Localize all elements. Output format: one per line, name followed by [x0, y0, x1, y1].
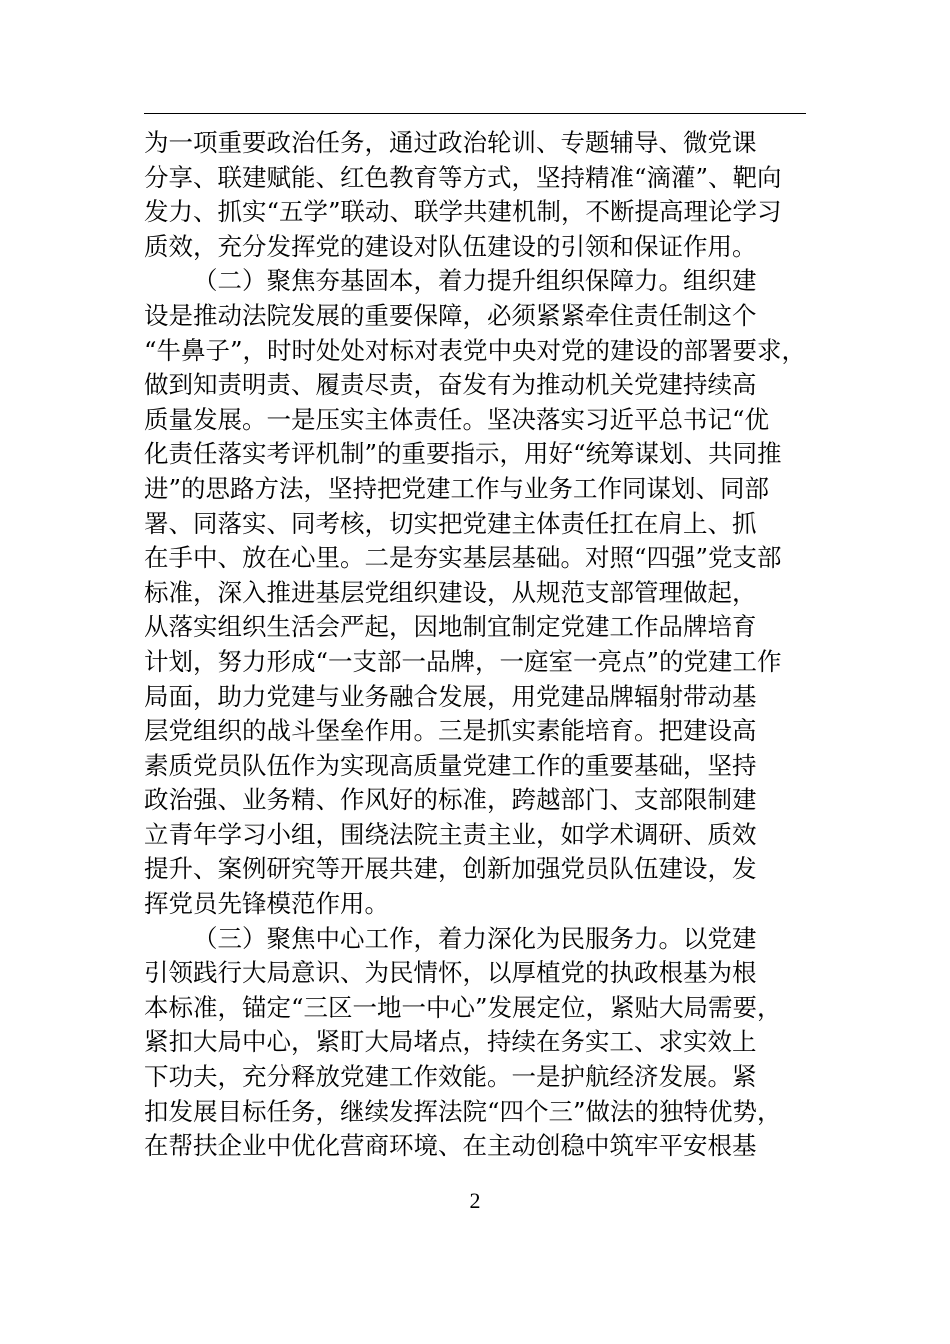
text-line: 下功夫，充分释放党建工作效能。一是护航经济发展。紧: [144, 1062, 757, 1092]
text-line: 发力、抓实“五学”联动、联学共建机制，不断提高理论学习: [144, 197, 782, 227]
text-line: 质量发展。一是压实主体责任。坚决落实习近平总书记“优: [144, 404, 770, 434]
text-line: 本标准，锚定“三区一地一中心”发展定位，紧贴大局需要，: [144, 992, 782, 1022]
text-line: 计划，努力形成“一支部一品牌，一庭室一亮点”的党建工作: [144, 646, 782, 676]
header-divider: [144, 113, 806, 114]
text-line: 层党组织的战斗堡垒作用。三是抓实素能培育。把建设高: [144, 716, 757, 746]
text-line: 在帮扶企业中优化营商环境、在主动创稳中筑牢平安根基: [144, 1131, 757, 1161]
text-line: 署、同落实、同考核，切实把党建主体责任扛在肩上、抓: [144, 508, 757, 538]
text-line: 为一项重要政治任务，通过政治轮训、专题辅导、微党课: [144, 128, 757, 157]
text-line: 标准，深入推进基层党组织建设，从规范支部管理做起，: [144, 577, 757, 607]
text-line: 素质党员队伍作为实现高质量党建工作的重要基础，坚持: [144, 750, 757, 780]
text-line: 扣发展目标任务，继续发挥法院“四个三”做法的独特优势，: [144, 1096, 782, 1126]
text-line: 紧扣大局中心，紧盯大局堵点，持续在务实工、求实效上: [144, 1027, 757, 1057]
document-body: [144, 126, 814, 1164]
page-number: 2: [469, 1188, 481, 1213]
text-line: 进”的思路方法，坚持把党建工作与业务工作同谋划、同部: [144, 473, 770, 503]
text-line: 立青年学习小组，围绕法院主责主业，如学术调研、质效: [144, 819, 757, 849]
text-line: 做到知责明责、履责尽责，奋发有为推动机关党建持续高: [144, 370, 757, 400]
text-line: 在手中、放在心里。二是夯实基层基础。对照“四强”党支部: [144, 543, 782, 573]
text-line: 局面，助力党建与业务融合发展，用党建品牌辐射带动基: [144, 681, 757, 711]
section-heading-line: （三）聚焦中心工作，着力深化为民服务力。以党建: [193, 923, 757, 953]
text-line: 质效，充分发挥党的建设对队伍建设的引领和保证作用。: [144, 231, 757, 261]
text-line: “牛鼻子”，时时处处对标对表党中央对党的建设的部署要求，: [144, 335, 807, 365]
text-line: 引领践行大局意识、为民情怀，以厚植党的执政根基为根: [144, 958, 757, 988]
text-line: 从落实组织生活会严起，因地制宜制定党建工作品牌培育: [144, 612, 757, 642]
text-line: 设是推动法院发展的重要保障，必须紧紧牵住责任制这个: [144, 300, 757, 330]
text-line: 挥党员先锋模范作用。: [144, 889, 389, 919]
text-line: 分享、联建赋能、红色教育等方式，坚持精准“滴灌”、靶向: [144, 162, 782, 192]
text-line: 提升、案例研究等开展共建，创新加强党员队伍建设，发: [144, 854, 757, 884]
section-heading-line: （二）聚焦夯基固本，着力提升组织保障力。组织建: [193, 266, 757, 296]
text-line: 化责任落实考评机制”的重要指示，用好“统筹谋划、共同推: [144, 439, 782, 469]
text-line: 政治强、业务精、作风好的标准，跨越部门、支部限制建: [144, 785, 757, 815]
